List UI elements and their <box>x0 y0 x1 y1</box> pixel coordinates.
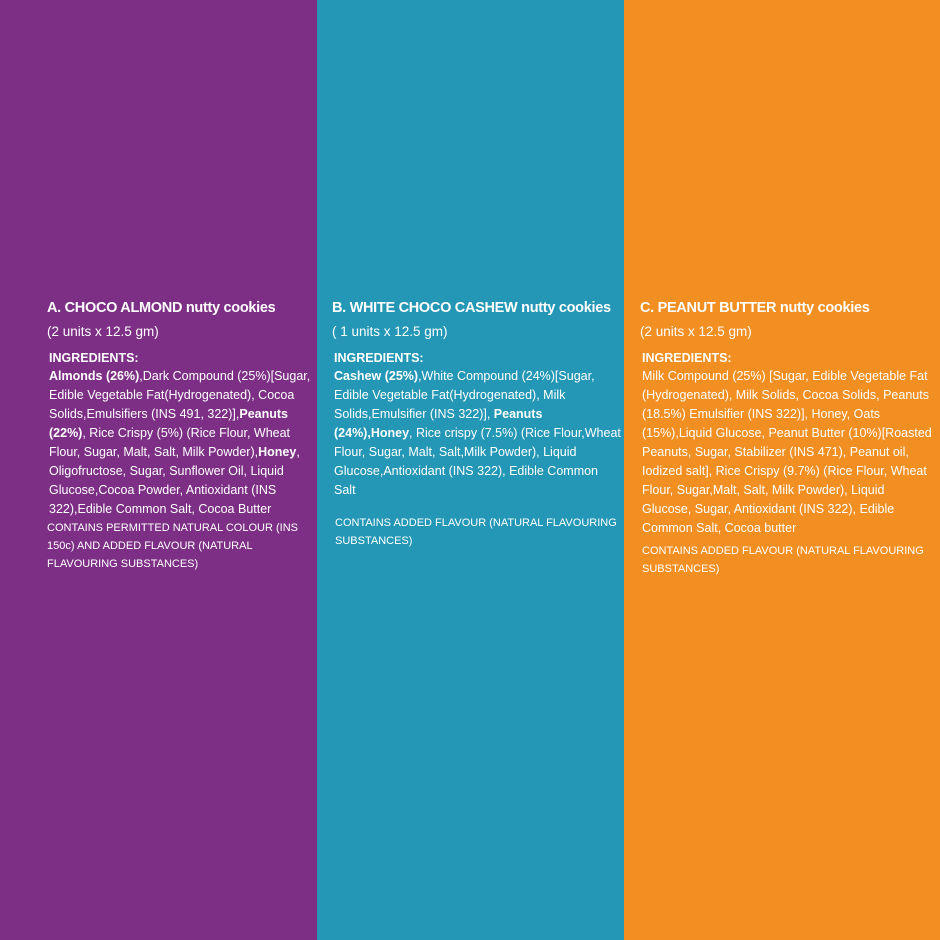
product-title-main: C. PEANUT BUTTER <box>640 300 777 316</box>
units-text: (2 units x 12.5 gm) <box>47 324 159 339</box>
panel-choco-almond <box>0 0 317 940</box>
ingredient-segment: ,Dark Compound (25%)[Sugar, Edible Vegetable Fat(Hydrogenated), Cocoa Solids,Emulsifiers (INS 491, 322)], <box>49 369 311 421</box>
ingredient-segment: , Oligofructose, Sugar, Sunflower Oil, Liquid Glucose,Cocoa Powder, Antioxidant (INS 322),Edible Common Salt, Cocoa Butter <box>49 445 300 516</box>
panel-white-choco-cashew <box>317 0 624 940</box>
ingredient-segment: , Rice crispy (7.5%) (Rice Flour,Wheat Flour, Sugar, Malt, Salt,Milk Powder), Liquid Glucose,Antioxidant (INS 322), Edible Common Salt <box>334 426 621 497</box>
flavour-note: CONTAINS ADDED FLAVOUR (NATURAL FLAVOURING SUBSTANCES) <box>335 517 617 547</box>
product-title-sub: nutty cookies <box>185 300 276 316</box>
units-text: (2 units x 12.5 gm) <box>640 324 752 339</box>
ingredient-highlight: Honey <box>258 445 297 459</box>
ingredients-heading: INGREDIENTS: <box>334 351 424 365</box>
ingredients-heading: INGREDIENTS: <box>49 351 139 365</box>
ingredient-highlight: Almonds (26%) <box>49 369 140 383</box>
panel-content <box>640 298 936 578</box>
product-title-main: A. CHOCO ALMOND <box>47 300 183 316</box>
ingredients-text <box>332 367 622 500</box>
ingredient-highlight: Peanuts (24%),Honey <box>334 407 543 440</box>
ingredient-highlight: Cashew (25%) <box>334 369 419 383</box>
ingredient-segment: , Rice Crispy (5%) (Rice Flour, Wheat Flour, Sugar, Malt, Salt, Milk Powder), <box>49 426 291 459</box>
ingredient-highlight: Peanuts (22%) <box>49 407 288 440</box>
ingredients-heading: INGREDIENTS: <box>642 351 732 365</box>
product-title-sub: nutty cookies <box>521 300 611 316</box>
ingredients-text <box>47 367 311 519</box>
flavour-note: CONTAINS PERMITTED NATURAL COLOUR (INS 150c) AND ADDED FLAVOUR (NATURAL FLAVOURING SUBSTANCES) <box>47 522 298 570</box>
units-text: ( 1 units x 12.5 gm) <box>332 324 448 339</box>
ingredient-segment: Milk Compound (25%) [Sugar, Edible Vegetable Fat (Hydrogenated), Milk Solids, Cocoa Solids, Peanuts (18.5%) Emulsifier (INS 322)], Honey, Oats (15%),Liquid Glucose, Peanut Butter (10%)[Roasted Peanuts, Sugar, Stabilizer (INS 471), Peanut oil, Iodized salt], Rice Crispy (9.7%) (Rice Flour, Wheat Flour, Sugar,Malt, Salt, Milk Powder), Liquid Glucose, Sugar, Antioxidant (INS 322), Edible Common Salt, Cocoa butter <box>642 369 932 535</box>
panel-content <box>47 298 311 573</box>
product-title <box>47 298 311 318</box>
panel-peanut-butter <box>624 0 940 940</box>
product-title <box>640 298 936 318</box>
flavour-note: CONTAINS ADDED FLAVOUR (NATURAL FLAVOURING SUBSTANCES) <box>642 545 924 575</box>
product-title-sub: nutty cookies <box>779 300 870 316</box>
product-title-main: B. WHITE CHOCO CASHEW <box>332 300 518 316</box>
ingredients-text <box>640 367 936 538</box>
panel-content <box>332 298 622 550</box>
product-title <box>332 298 622 318</box>
ingredient-segment: ,White Compound (24%)[Sugar, Edible Vegetable Fat(Hydrogenated), Milk Solids,Emulsifier (INS 322)], <box>334 369 595 421</box>
